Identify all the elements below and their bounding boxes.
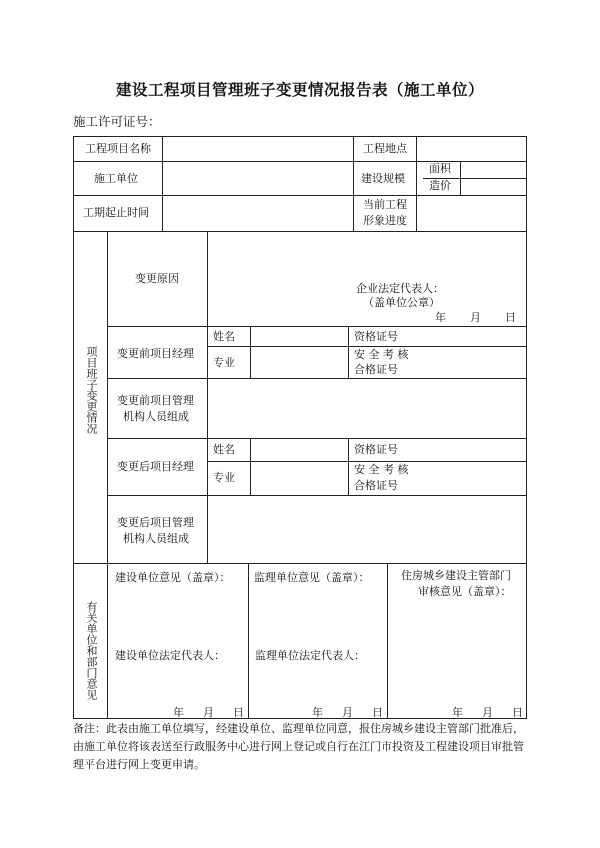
table-border-left (73, 136, 74, 719)
before-qualification-label: 资格证号 (354, 330, 398, 343)
area-label: 面积 (429, 162, 451, 175)
project-name-label: 工程项目名称 (85, 142, 151, 155)
date-month: 月 (470, 311, 481, 324)
owner-date-month: 月 (203, 706, 214, 719)
authority-opinion-label-2: 审核意见（盖章）： (418, 585, 512, 598)
col-line (250, 438, 251, 495)
col-line (162, 136, 163, 231)
col-line (248, 563, 249, 718)
legal-rep-label: 企业法定代表人： (356, 282, 444, 295)
row-line (73, 161, 527, 162)
row-line (73, 231, 527, 232)
date-year: 年 (435, 311, 446, 324)
project-location-label: 工程地点 (363, 142, 407, 155)
col-line (348, 438, 349, 495)
progress-label-2: 形象进度 (363, 214, 407, 227)
col-line (207, 231, 208, 563)
col-line (348, 326, 349, 378)
row-line (107, 378, 527, 379)
col-line (460, 161, 461, 195)
date-day: 日 (505, 311, 516, 324)
before-staff-label-1: 变更前项目管理 (117, 394, 194, 407)
change-reason-label: 变更原因 (135, 272, 179, 285)
authority-date-year: 年 (452, 706, 463, 719)
after-safety-label-1: 安 全 考 核 (354, 463, 409, 476)
row-line (107, 438, 527, 439)
cost-label: 造价 (429, 179, 451, 192)
before-safety-label-1: 安 全 考 核 (354, 348, 409, 361)
col-line (107, 231, 108, 718)
col-line (387, 563, 388, 718)
row-line (107, 326, 527, 327)
owner-opinion-label: 建设单位意见（盖章）： (115, 571, 231, 584)
col-line (250, 326, 251, 378)
scale-label: 建设规模 (361, 172, 405, 185)
report-title: 建设工程项目管理班子变更情况报告表（施工单位） (115, 80, 484, 99)
after-staff-label-2: 机构人员组成 (123, 532, 189, 545)
after-manager-label: 变更后项目经理 (117, 460, 194, 473)
before-name-label: 姓名 (213, 330, 235, 343)
after-staff-label-1: 变更后项目管理 (117, 516, 194, 529)
before-staff-label-2: 机构人员组成 (123, 410, 189, 423)
before-safety-label-2: 合格证号 (354, 363, 398, 376)
after-qualification-label: 资格证号 (354, 443, 398, 456)
supervisor-date-day: 日 (372, 706, 383, 719)
authority-date-month: 月 (482, 706, 493, 719)
row-line (73, 195, 527, 196)
supervisor-opinion-label: 监理单位意见（盖章）： (254, 571, 370, 584)
opinion-section-side-label: 有关单位和部门意见 (85, 601, 98, 700)
table-border-right (526, 136, 527, 719)
owner-date-year: 年 (173, 706, 184, 719)
before-major-label: 专业 (213, 356, 235, 369)
progress-label-1: 当前工程 (363, 198, 407, 211)
after-name-label: 姓名 (213, 443, 235, 456)
authority-date-day: 日 (512, 706, 523, 719)
supervisor-date-year: 年 (312, 706, 323, 719)
period-label: 工期起止时间 (83, 206, 149, 219)
row-line (107, 495, 527, 496)
permit-label: 施工许可证号： (73, 114, 161, 129)
remarks-note: 备注：此表由施工单位填写，经建设单位、监理单位同意，报住房城乡建设主管部门批准后，由施工单位将该表送至行政服务中心进行网上登记或自行在江门市投资及工程建设项目审批管理平台进行网上变更申请。 (73, 722, 524, 771)
supervisor-rep-label: 监理单位法定代表人： (255, 649, 365, 662)
table-border-top (73, 136, 527, 137)
after-safety-label-2: 合格证号 (354, 479, 398, 492)
seal-label: （盖单位公章） (363, 296, 440, 309)
contractor-label: 施工单位 (94, 172, 138, 185)
owner-date-day: 日 (233, 706, 244, 719)
authority-opinion-label-1: 住房城乡建设主管部门 (401, 569, 511, 582)
before-manager-label: 变更前项目经理 (117, 347, 194, 360)
col-line (416, 136, 417, 231)
after-major-label: 专业 (213, 471, 235, 484)
col-line (353, 136, 354, 231)
change-section-side-label: 项目班子变更情况 (85, 346, 98, 434)
owner-rep-label: 建设单位法定代表人： (115, 649, 225, 662)
change-report-form (73, 136, 527, 718)
row-line (73, 563, 527, 564)
supervisor-date-month: 月 (342, 706, 353, 719)
